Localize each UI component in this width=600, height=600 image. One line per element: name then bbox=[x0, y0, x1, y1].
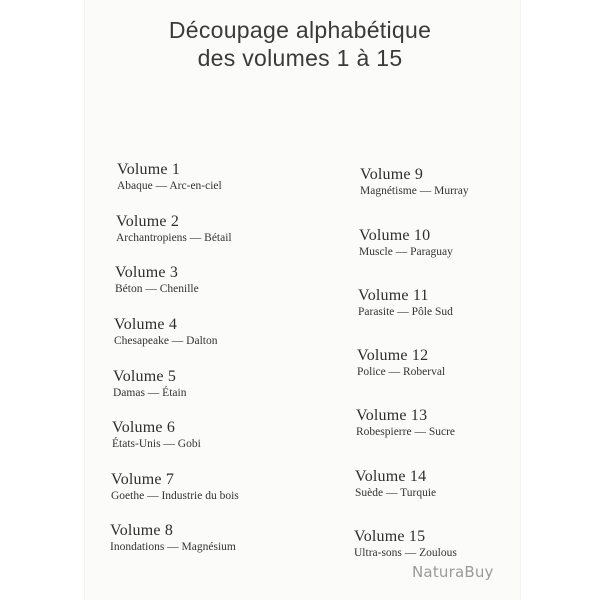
volume-label: Volume 14 bbox=[355, 468, 427, 485]
volume-entry-2 bbox=[116, 213, 232, 245]
volume-range: Goethe — Industrie du bois bbox=[111, 490, 239, 502]
volume-label: Volume 8 bbox=[110, 522, 174, 539]
volume-entry-14 bbox=[355, 468, 436, 500]
volume-label: Volume 4 bbox=[114, 316, 178, 333]
volume-label: Volume 12 bbox=[357, 347, 429, 364]
page-title bbox=[0, 16, 600, 72]
volume-entry-15 bbox=[354, 528, 457, 560]
volume-entry-6 bbox=[112, 419, 201, 451]
volume-label: Volume 5 bbox=[113, 368, 177, 385]
volume-entry-8 bbox=[110, 522, 236, 554]
volume-range: Béton — Chenille bbox=[115, 283, 199, 295]
volume-label: Volume 3 bbox=[115, 264, 179, 281]
volume-range: Damas — Étain bbox=[113, 387, 187, 399]
volume-entry-13 bbox=[356, 407, 455, 439]
volume-label: Volume 15 bbox=[354, 528, 426, 545]
volume-range: Chesapeake — Dalton bbox=[114, 335, 218, 347]
volume-entry-9 bbox=[360, 166, 469, 198]
volume-label: Volume 6 bbox=[112, 419, 176, 436]
volume-entry-4 bbox=[114, 316, 217, 348]
volume-label: Volume 13 bbox=[356, 407, 428, 424]
title-line-2: des volumes 1 à 15 bbox=[197, 45, 403, 71]
title-line-1: Découpage alphabétique bbox=[168, 17, 432, 43]
volume-range: Magnétisme — Murray bbox=[360, 185, 469, 197]
volume-label: Volume 1 bbox=[117, 161, 181, 178]
volume-range: Ultra-sons — Zoulous bbox=[354, 547, 457, 559]
volume-entry-12 bbox=[357, 347, 445, 379]
volume-entry-1 bbox=[117, 161, 222, 193]
volume-range: Police — Roberval bbox=[357, 366, 446, 378]
volume-label: Volume 2 bbox=[116, 213, 180, 230]
volume-range: Inondations — Magnésium bbox=[110, 541, 236, 553]
naturabuy-watermark: NaturaBuy bbox=[412, 563, 494, 581]
volume-label: Volume 9 bbox=[360, 166, 424, 183]
volume-range: Parasite — Pôle Sud bbox=[358, 306, 453, 318]
scanned-page bbox=[85, 0, 520, 600]
volume-entry-5 bbox=[113, 368, 186, 400]
volume-range: Archantropiens — Bétail bbox=[116, 232, 232, 244]
volume-label: Volume 7 bbox=[111, 471, 175, 488]
volume-label: Volume 10 bbox=[359, 227, 431, 244]
volume-range: Muscle — Paraguay bbox=[359, 246, 453, 258]
volume-range: Robespierre — Sucre bbox=[356, 426, 455, 438]
volume-entry-7 bbox=[111, 471, 239, 503]
volume-range: Abaque — Arc-en-ciel bbox=[117, 180, 222, 192]
volume-entry-3 bbox=[115, 264, 199, 296]
volume-range: États-Unis — Gobi bbox=[112, 438, 201, 450]
volume-entry-11 bbox=[358, 287, 453, 319]
volume-range: Suède — Turquie bbox=[355, 487, 437, 499]
volume-label: Volume 11 bbox=[358, 287, 429, 304]
volume-entry-10 bbox=[359, 227, 453, 259]
